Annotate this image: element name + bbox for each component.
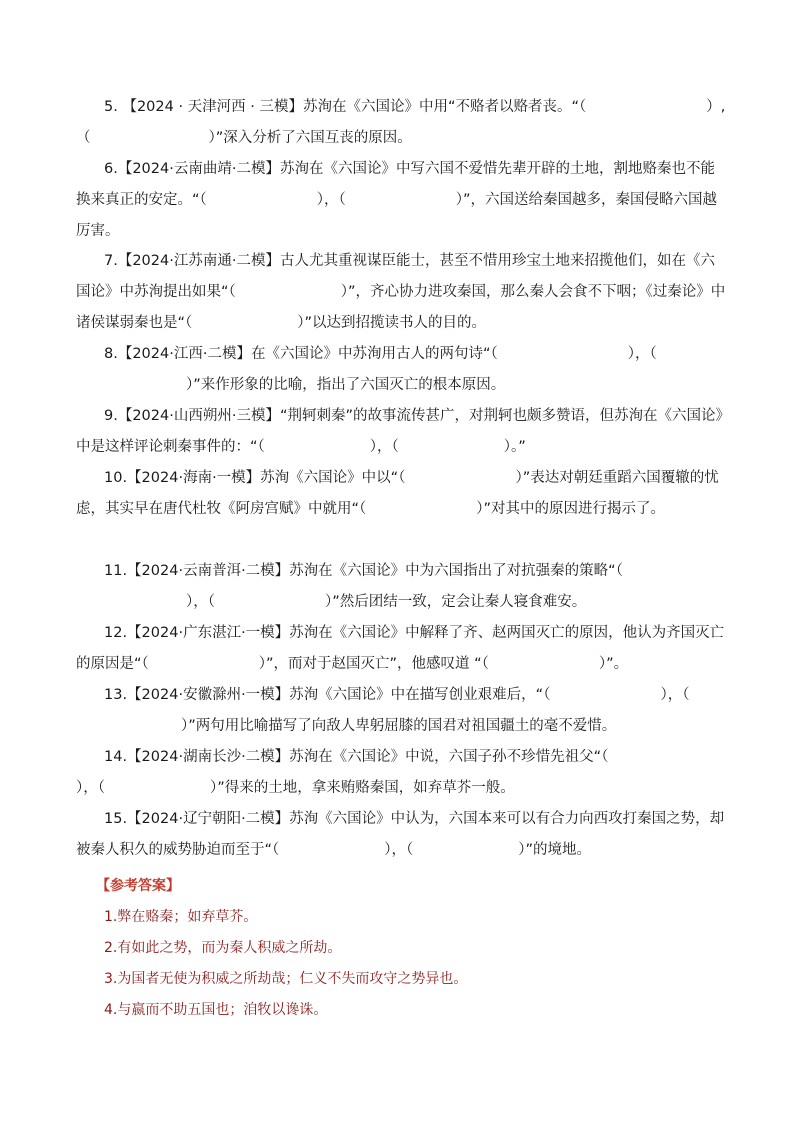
question-12: 12.【2024·广东湛江·一模】苏洵在《六国论》中解释了齐、赵两国灭亡的原因，他认为齐国灭亡的原因是“（ ）”，而对于赵国灭亡”，他感叹道 “（ ）”。 [76, 625, 725, 672]
answer-item: 4.与嬴而不助五国也；洎牧以谗诛。 [104, 1002, 328, 1018]
question-15: 15.【2024·辽宁朝阳·二模】苏洵《六国论》中认为，六国本来可以有合力向西攻打秦国之势，却被秦人积久的威势胁迫而至于“（ ），（ ）”的境地。 [76, 811, 725, 858]
question-13: 13.【2024·安徽滁州·一模】苏洵《六国论》中在描写创业艰难后，“（ ），（）”两句用比喻描写了向敌人卑躬屈膝的国君对祖国疆土的毫不爱惜。 [104, 687, 690, 734]
question-9: 9.【2024·山西朔州·三模】“荆轲刺秦”的故事流传甚广，对荆轲也颇多赞语，但苏洵在《六国论》中是这样评论刺秦事件的：“（ ），（ ）。” [76, 408, 723, 455]
question-8: 8.【2024·江西·二模】在《六国论》中苏洵用古人的两句诗“（ ），（）”来作形象的比喻，指出了六国灭亡的根本原因。 [104, 346, 657, 393]
question-11: 11.【2024·云南普洱·二模】苏洵在《六国论》中为六国指出了对抗强秦的策略“（），（ ）”然后团结一致，定会让秦人寝食难安。 [104, 563, 623, 610]
answer-item: 3.为国者无使为积威之所劫哉；仁义不失而攻守之势异也。 [104, 971, 468, 987]
answers-heading: 【参考答案】 [96, 878, 180, 894]
question-14: 14.【2024·湖南长沙·二模】苏洵在《六国论》中说，六国子孙不珍惜先祖父“（），（ ）”得来的土地，拿来贿赂秦国，如弃草芥一般。 [76, 749, 609, 796]
question-6: 6.【2024·云南曲靖·二模】苏洵在《六国论》中写六国不爱惜先辈开辟的土地，割地赂秦也不能换来真正的安定。“（ ），（ ）”，六国送给秦国越多，秦国侵略六国越厉害。 [76, 161, 718, 239]
question-5: 5. 【2024 · 天津河西 · 三模】苏洵在《六国论》中用“不赂者以赂者丧。“（ ）,（ ）”深入分析了六国互丧的原因。 [76, 99, 726, 146]
question-7: 7.【2024·江苏南通·二模】古人尤其重视谋臣能士，甚至不惜用珍宝土地来招揽他们，如在《六国论》中苏洵提出如果“（ ）”，齐心协力进攻秦国，那么秦人会食不下咽；《过秦论》中诸侯谋弱秦也是“（ ）”以达到招揽读书人的目的。 [76, 253, 726, 331]
answer-item: 2.有如此之势，而为秦人积威之所劫。 [104, 940, 342, 956]
question-10: 10.【2024·海南·一模】苏洵《六国论》中以“（ ）”表达对朝廷重蹈六国覆辙的忧虑，其实早在唐代杜牧《阿房宫赋》中就用“（ ）”对其中的原因进行揭示了。 [76, 470, 719, 517]
answer-item: 1.弊在赂秦；如弃草芥。 [104, 909, 258, 925]
